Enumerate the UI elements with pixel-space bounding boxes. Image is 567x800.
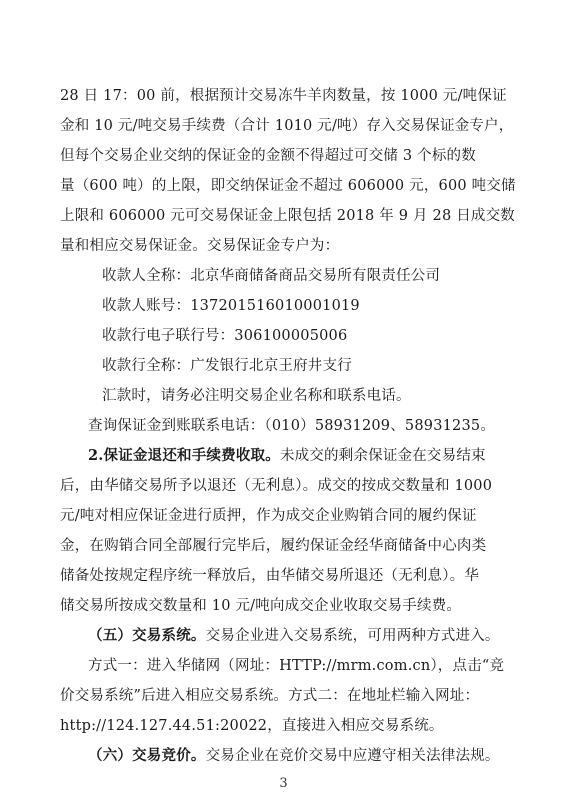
payee-account: 收款人账号：137201516010001019 [102,298,360,314]
section2-heading: 2.保证金退还和手续费收取。 [88,447,280,464]
paragraph-line: 但每个交易企业交纳的保证金的金额不得超过可交储 3 个标的数 [60,148,476,164]
page-number: 3 [279,776,288,791]
section5-text: 交易企业进入交易系统，可用两种方式进入。 [205,628,500,644]
paragraph-line: http://124.127.44.51:20022，直接进入相应交易系统。 [60,718,444,734]
paragraph-line: 储交易所按成交数量和 10 元/吨向成交企业收取交易手续费。 [60,598,462,614]
section2-first-line [88,446,548,466]
paragraph-line: 金，在购销合同全部履行完毕后，履约保证金经华商储备中心肉类 [60,538,487,554]
paragraph-line: 上限和 606000 元可交易保证金上限包括 2018 年 9 月 28 日成交数 [60,208,516,224]
section2-text: 未成交的剩余保证金在交易结束 [279,448,486,464]
paragraph-line: 量（600 吨）的上限，即交纳保证金不超过 606000 元，600 吨交储 [60,178,516,194]
paragraph-line: 量和相应交易保证金。交易保证金专户为： [60,238,340,254]
section6-text: 交易企业在竞价交易中应遵守相关法律法规。 [205,748,500,764]
payee-name: 收款人全称：北京华商储备商品交易所有限责任公司 [102,268,441,284]
paragraph-line: 后，由华储交易所予以退还（无利息）。成交的按成交数量和 1000 [60,478,493,494]
paragraph-line: 储备处按规定程序统一释放后，由华储交易所退还（无利息）。华 [60,568,480,584]
paragraph-line: 价交易系统”后进入相应交易系统。方式二：在地址栏输入网址： [60,688,480,704]
paragraph-line: 28 日 17：00 前，根据预计交易冻牛羊肉数量，按 1000 元/吨保证 [60,88,507,104]
bank-code: 收款行电子联行号：306100005006 [102,328,348,344]
paragraph-line: 方式一：进入华储网（网址：HTTP://mrm.com.cn），点击“竞 [88,658,505,674]
paragraph-line: 元/吨对相应保证金进行质押，作为成交企业购销合同的履约保证 [60,508,477,524]
bank-name: 收款行全称：广发银行北京王府井支行 [102,358,352,374]
remit-note: 汇款时，请务必注明交易企业名称和联系电话。 [102,388,411,404]
paragraph-line: 金和 10 元/吨交易手续费（合计 1010 元/吨）存入交易保证金专户， [60,118,514,134]
section5-heading: （五）交易系统。 [88,627,206,644]
hotline: 查询保证金到账联系电话：（010）58931209、58931235。 [88,418,496,434]
section6-heading: （六）交易竞价。 [88,747,206,764]
section5-first-line [88,626,548,646]
section6-first-line [88,746,548,766]
